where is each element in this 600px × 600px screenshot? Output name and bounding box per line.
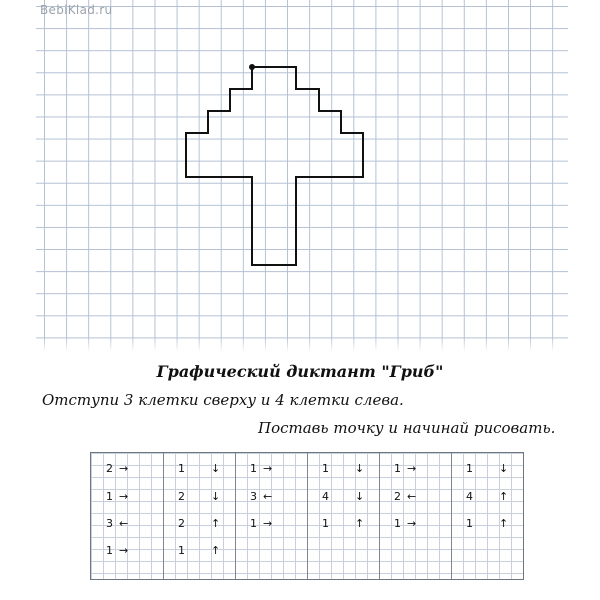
arrow-left-icon: ← <box>407 490 417 503</box>
dictation-step <box>319 462 364 476</box>
step-count: 1 <box>106 544 113 557</box>
arrow-up-icon: ↑ <box>499 517 509 530</box>
start-point-dot <box>249 64 255 70</box>
step-count: 1 <box>178 544 185 557</box>
step-count: 1 <box>106 490 113 503</box>
column-separator <box>235 453 236 579</box>
step-count: 1 <box>178 462 185 475</box>
step-count: 1 <box>394 517 401 530</box>
dictation-step <box>247 517 272 531</box>
dictation-step <box>391 462 416 476</box>
watermark: BebiKlad.ru <box>40 3 113 17</box>
step-count: 4 <box>322 490 329 503</box>
dictation-step <box>175 517 220 531</box>
arrow-up-icon: ↑ <box>355 517 365 530</box>
step-count: 1 <box>466 517 473 530</box>
column-separator <box>379 453 380 579</box>
dictation-step <box>463 462 508 476</box>
dictation-step <box>247 462 272 476</box>
arrow-down-icon: ↓ <box>499 462 509 475</box>
step-count: 1 <box>322 462 329 475</box>
column-separator <box>451 453 452 579</box>
arrow-left-icon: ← <box>263 490 273 503</box>
dictation-step <box>175 490 220 504</box>
dictation-step <box>463 517 508 531</box>
step-count: 1 <box>322 517 329 530</box>
arrow-down-icon: ↓ <box>355 462 365 475</box>
dictation-step <box>319 490 364 504</box>
step-count: 2 <box>178 517 185 530</box>
dictation-step <box>103 462 128 476</box>
arrow-right-icon: → <box>407 517 417 530</box>
arrow-right-icon: → <box>263 517 273 530</box>
step-count: 1 <box>394 462 401 475</box>
dictation-step <box>319 517 364 531</box>
dictation-step <box>103 490 128 504</box>
arrow-up-icon: ↑ <box>499 490 509 503</box>
arrow-left-icon: ← <box>119 517 129 530</box>
column-separator <box>307 453 308 579</box>
step-count: 2 <box>178 490 185 503</box>
page-title: Графический диктант "Гриб" <box>156 362 444 381</box>
dictation-step <box>175 462 220 476</box>
step-count: 2 <box>394 490 401 503</box>
arrow-down-icon: ↓ <box>211 490 221 503</box>
step-count: 1 <box>466 462 473 475</box>
arrow-down-icon: ↓ <box>355 490 365 503</box>
arrow-right-icon: → <box>407 462 417 475</box>
dictation-step <box>247 490 272 504</box>
dictation-step <box>103 517 128 531</box>
arrow-up-icon: ↑ <box>211 517 221 530</box>
dictation-step <box>103 544 128 558</box>
dictation-step <box>463 490 508 504</box>
instruction-line-1: Отступи 3 клетки сверху и 4 клетки слева. <box>42 391 404 409</box>
mushroom-outline <box>186 67 363 265</box>
step-count: 4 <box>466 490 473 503</box>
step-count: 1 <box>250 462 257 475</box>
step-count: 3 <box>250 490 257 503</box>
arrow-right-icon: → <box>119 544 129 557</box>
arrow-up-icon: ↑ <box>211 544 221 557</box>
dictation-step <box>175 544 220 558</box>
arrow-right-icon: → <box>263 462 273 475</box>
step-count: 3 <box>106 517 113 530</box>
arrow-right-icon: → <box>119 462 129 475</box>
step-count: 2 <box>106 462 113 475</box>
arrow-down-icon: ↓ <box>211 462 221 475</box>
column-separator <box>163 453 164 579</box>
dictation-table <box>90 452 524 580</box>
dictation-step <box>391 517 416 531</box>
instruction-line-2: Поставь точку и начинай рисовать. <box>258 419 556 437</box>
arrow-right-icon: → <box>119 490 129 503</box>
dictation-step <box>391 490 416 504</box>
step-count: 1 <box>250 517 257 530</box>
